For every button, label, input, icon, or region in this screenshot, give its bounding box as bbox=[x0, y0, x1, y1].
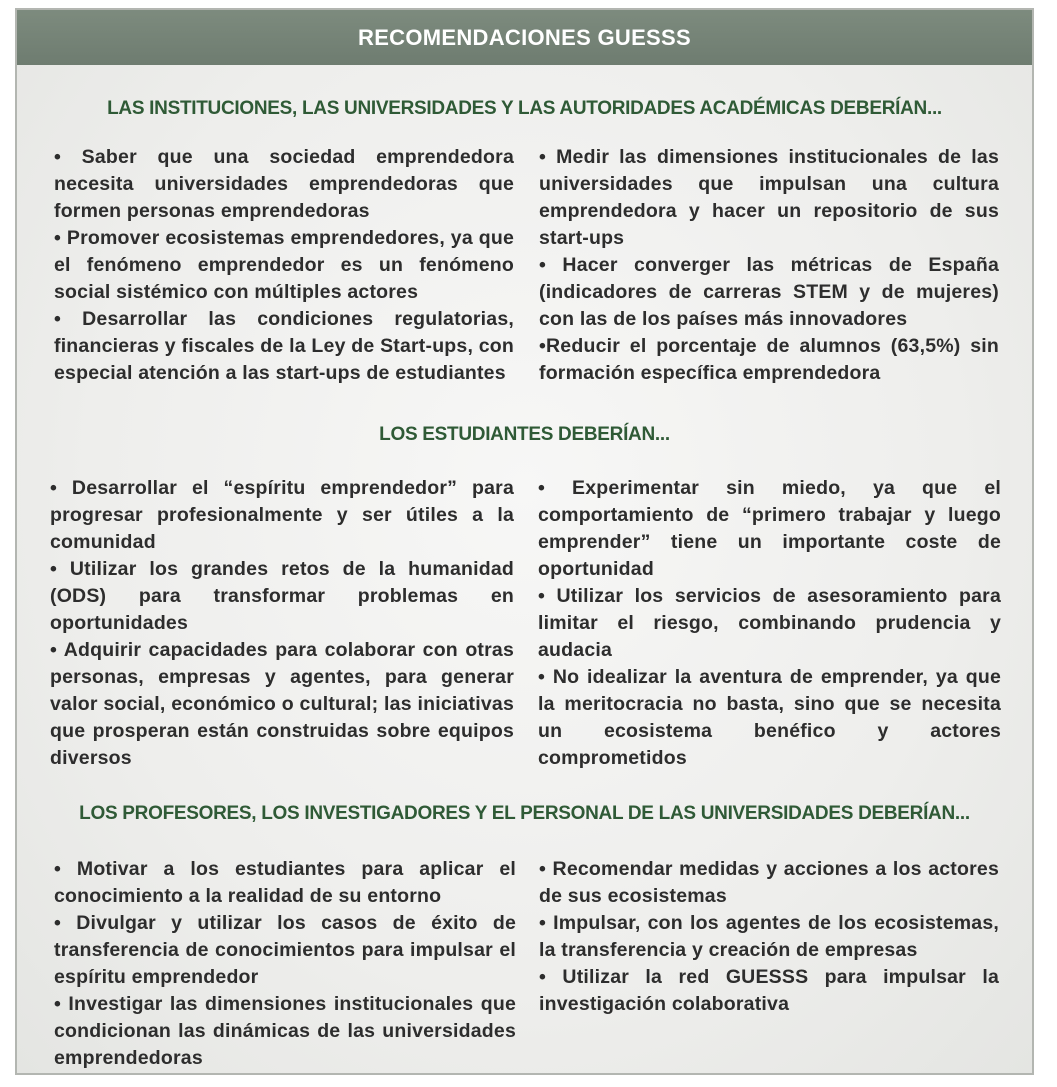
list-item: • Divulgar y utilizar los casos de éxito de transferencia de conocimientos para impulsar el espíritu emprendedor bbox=[54, 912, 516, 988]
list-item: • Recomendar medidas y acciones a los actores de sus ecosistemas bbox=[539, 858, 999, 907]
institutions-right-column bbox=[539, 144, 999, 387]
list-item: • Adquirir capacidades para colaborar con otras personas, empresas y agentes, para generar valor social, económico o cultural; las iniciativas que prosperan están construidas sobre equipos diversos bbox=[50, 639, 514, 769]
list-item: • Utilizar los servicios de asesoramiento para limitar el riesgo, combinando prudencia y audacia bbox=[538, 585, 1001, 661]
list-item: • Promover ecosistemas emprendedores, ya que el fenómeno emprendedor es un fenómeno social sistémico con múltiples actores bbox=[54, 227, 514, 303]
list-item: • Saber que una sociedad emprendedora necesita universidades emprendedoras que formen personas emprendedoras bbox=[54, 146, 514, 222]
list-item: • No idealizar la aventura de emprender, ya que la meritocracia no basta, sino que se necesita un ecosistema benéfico y actores comprometidos bbox=[538, 666, 1001, 769]
students-right-column bbox=[538, 475, 1001, 772]
list-item: • Hacer converger las métricas de España (indicadores de carreras STEM y de mujeres) con las de los países más innovadores bbox=[539, 254, 999, 330]
list-item: • Desarrollar el “espíritu emprendedor” para progresar profesionalmente y ser útiles a la comunidad bbox=[50, 477, 514, 553]
institutions-left-column bbox=[54, 144, 514, 387]
section-heading-professors: LOS PROFESORES, LOS INVESTIGADORES Y EL PERSONAL DE LAS UNIVERSIDADES DEBERÍAN... bbox=[79, 803, 970, 824]
recommendations-panel bbox=[15, 8, 1034, 1075]
list-item: • Desarrollar las condiciones regulatorias, financieras y fiscales de la Ley de Start-ups, con especial atención a las start-ups de estudiantes bbox=[54, 308, 514, 384]
list-item: •Reducir el porcentaje de alumnos (63,5%) sin formación específica emprendedora bbox=[539, 335, 999, 384]
section-heading-students: LOS ESTUDIANTES DEBERÍAN... bbox=[379, 424, 670, 445]
professors-left-column bbox=[54, 856, 516, 1072]
list-item: • Utilizar la red GUESSS para impulsar la investigación colaborativa bbox=[539, 966, 999, 1015]
title-banner bbox=[17, 10, 1032, 65]
students-left-column bbox=[50, 475, 514, 772]
list-item: • Experimentar sin miedo, ya que el comportamiento de “primero trabajar y luego emprender” tiene un importante coste de oportunidad bbox=[538, 477, 1001, 580]
page-title: RECOMENDACIONES GUESSS bbox=[358, 24, 691, 50]
list-item: • Impulsar, con los agentes de los ecosistemas, la transferencia y creación de empresas bbox=[539, 912, 999, 961]
list-item: • Utilizar los grandes retos de la humanidad (ODS) para transformar problemas en oportunidades bbox=[50, 558, 514, 634]
list-item: • Motivar a los estudiantes para aplicar el conocimiento a la realidad de su entorno bbox=[54, 858, 516, 907]
professors-right-column bbox=[539, 856, 999, 1018]
list-item: • Investigar las dimensiones institucionales que condicionan las dinámicas de las universidades emprendedoras bbox=[54, 993, 516, 1069]
section-heading-institutions: LAS INSTITUCIONES, LAS UNIVERSIDADES Y LAS AUTORIDADES ACADÉMICAS DEBERÍAN... bbox=[107, 98, 942, 119]
list-item: • Medir las dimensiones institucionales de las universidades que impulsan una cultura emprendedora y hacer un repositorio de sus start-ups bbox=[539, 146, 999, 249]
